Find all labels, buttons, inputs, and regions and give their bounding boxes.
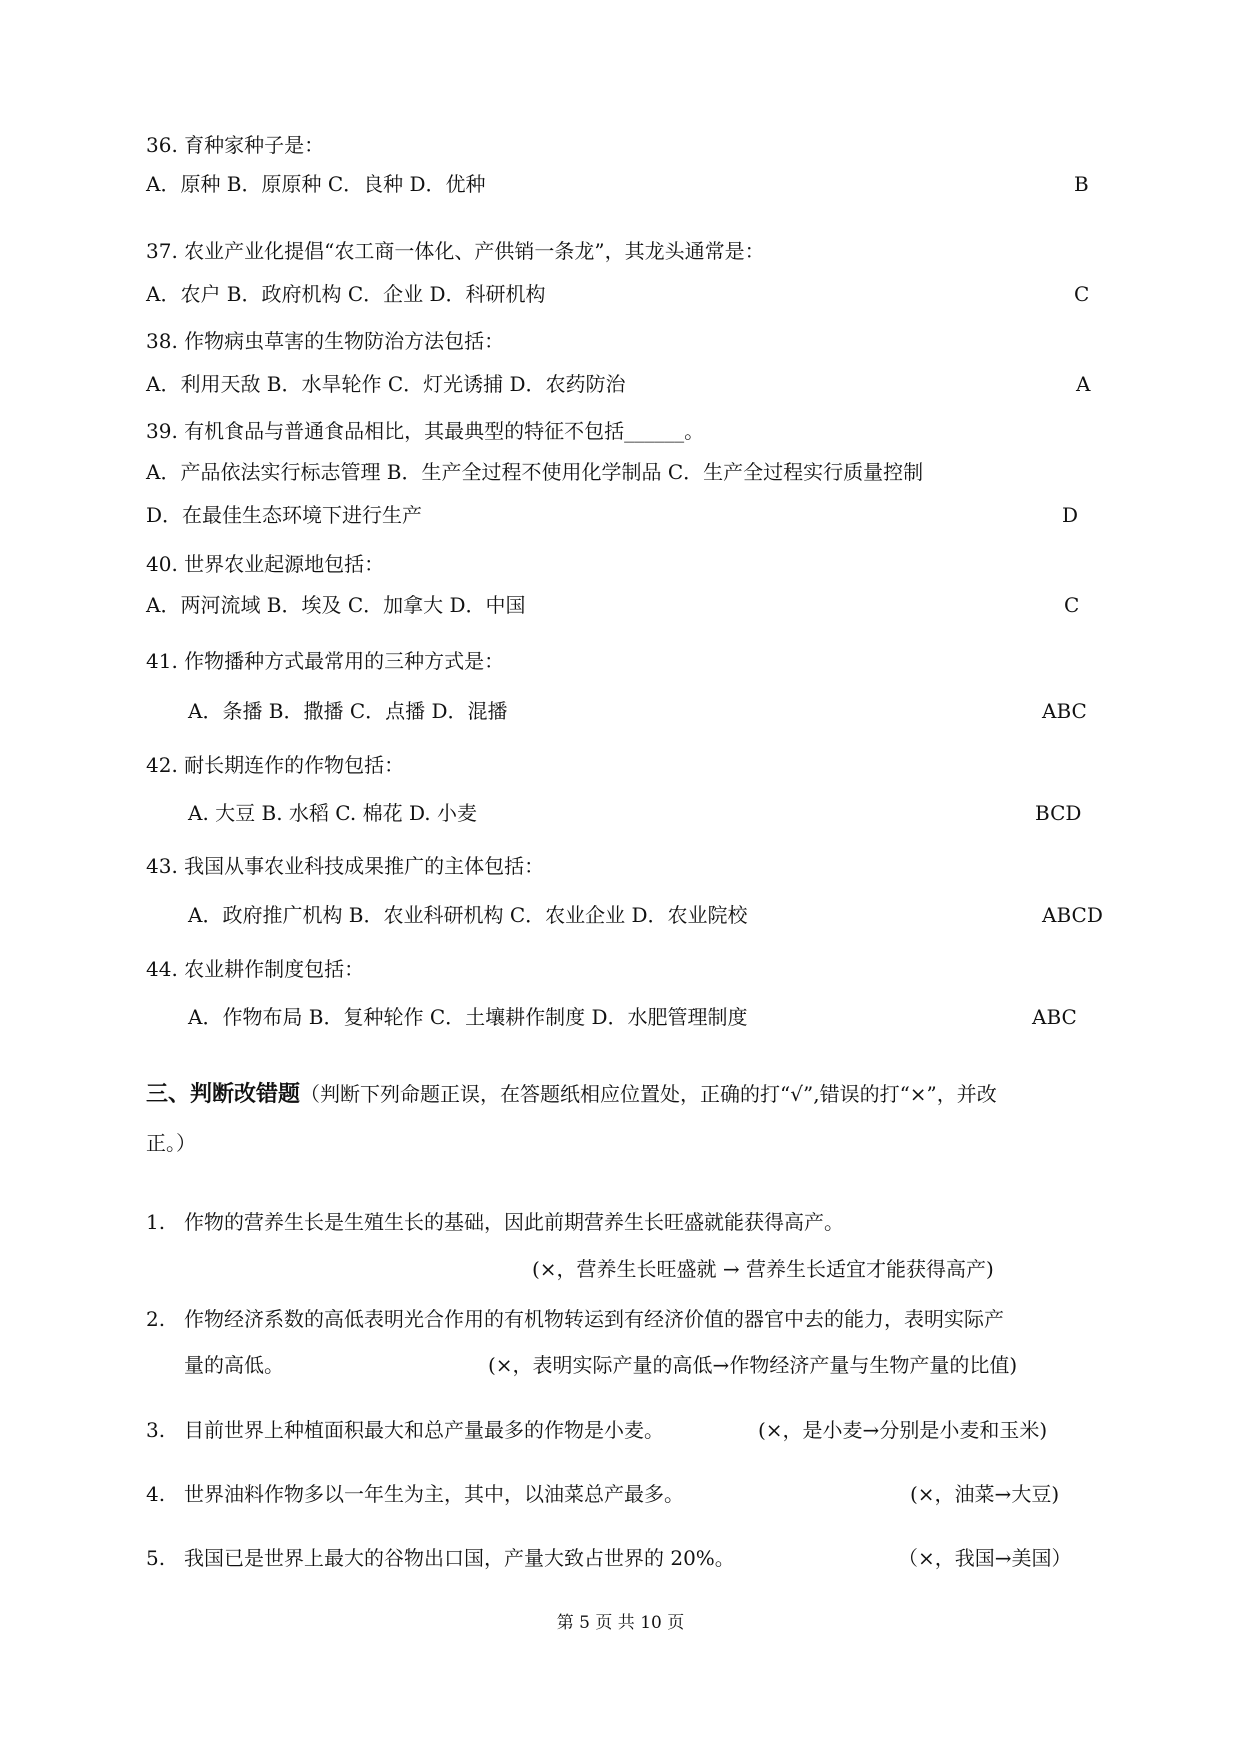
answer-40: C — [1064, 593, 1080, 617]
question-37: 37. 农业产业化提倡“农工商一体化、产供销一条龙”，其龙头通常是： — [146, 239, 765, 263]
tf-3-correction: (×，是小麦→分别是小麦和玉米) — [758, 1418, 1048, 1442]
section-3-instructions: （判断下列命题正误，在答题纸相应位置处，正确的打“√”,错误的打“×”，并改 — [300, 1082, 997, 1106]
page-footer: 第 5 页 共 10 页 — [556, 1613, 685, 1633]
section-3-title: 三、判断改错题 — [146, 1082, 301, 1107]
options-39-line2: D．在最佳生态环境下进行生产 — [146, 503, 423, 527]
section-3-header — [146, 1081, 997, 1108]
answer-37: C — [1074, 282, 1090, 306]
tf-1-correction: (×，营养生长旺盛就 → 营养生长适宜才能获得高产) — [532, 1257, 994, 1281]
tf-1-text: 作物的营养生长是生殖生长的基础，因此前期营养生长旺盛就能获得高产。 — [184, 1210, 844, 1234]
answer-38: A — [1076, 372, 1091, 396]
tf-5-number: 5. — [146, 1546, 166, 1570]
section-3-instructions-line2: 正。） — [146, 1131, 196, 1155]
answer-39: D — [1062, 503, 1079, 527]
answer-44: ABC — [1032, 1005, 1077, 1029]
tf-2-number: 2. — [146, 1307, 166, 1331]
question-36: 36. 育种家种子是： — [146, 133, 325, 157]
options-39: A．产品依法实行标志管理 B．生产全过程不使用化学制品 C．生产全过程实行质量控制 — [146, 460, 924, 484]
tf-4-number: 4. — [146, 1482, 166, 1506]
options-37: A．农户 B．政府机构 C．企业 D．科研机构 — [146, 282, 546, 306]
answer-43: ABCD — [1042, 903, 1103, 927]
question-43: 43. 我国从事农业科技成果推广的主体包括： — [146, 854, 545, 878]
options-43: A．政府推广机构 B．农业科研机构 C．农业企业 D．农业院校 — [188, 903, 748, 927]
question-44: 44. 农业耕作制度包括： — [146, 957, 365, 981]
tf-3-number: 3. — [146, 1418, 166, 1442]
options-40: A．两河流域 B．埃及 C．加拿大 D．中国 — [146, 593, 526, 617]
tf-2-text: 作物经济系数的高低表明光合作用的有机物转运到有经济价值的器官中去的能力，表明实际产 — [184, 1307, 1004, 1331]
answer-36: B — [1074, 172, 1089, 196]
options-38: A．利用天敌 B．水旱轮作 C．灯光诱捕 D．农药防治 — [146, 372, 626, 396]
question-42: 42. 耐长期连作的作物包括： — [146, 753, 405, 777]
tf-2-text-line2: 量的高低。 — [184, 1353, 284, 1377]
options-42: A. 大豆 B. 水稻 C. 棉花 D. 小麦 — [188, 801, 477, 825]
tf-1-number: 1. — [146, 1210, 166, 1234]
tf-3-text: 目前世界上种植面积最大和总产量最多的作物是小麦。 — [184, 1418, 664, 1442]
tf-4-text: 世界油料作物多以一年生为主，其中，以油菜总产最多。 — [184, 1482, 684, 1506]
tf-2-correction: (×，表明实际产量的高低→作物经济产量与生物产量的比值) — [488, 1353, 1018, 1377]
options-41: A．条播 B．撒播 C．点播 D．混播 — [188, 699, 508, 723]
tf-5-text: 我国已是世界上最大的谷物出口国，产量大致占世界的 20%。 — [184, 1546, 735, 1570]
answer-41: ABC — [1042, 699, 1087, 723]
answer-42: BCD — [1035, 801, 1082, 825]
question-41: 41. 作物播种方式最常用的三种方式是： — [146, 649, 505, 673]
question-39: 39. 有机食品与普通食品相比，其最典型的特征不包括______。 — [146, 419, 705, 443]
question-40: 40. 世界农业起源地包括： — [146, 552, 385, 576]
tf-5-correction: （×，我国→美国） — [898, 1546, 1072, 1570]
question-38: 38. 作物病虫草害的生物防治方法包括： — [146, 329, 505, 353]
options-36: A．原种 B．原原种 C．良种 D．优种 — [146, 172, 486, 196]
options-44: A．作物布局 B．复种轮作 C．土壤耕作制度 D．水肥管理制度 — [188, 1005, 748, 1029]
tf-4-correction: (×，油菜→大豆) — [910, 1482, 1060, 1506]
